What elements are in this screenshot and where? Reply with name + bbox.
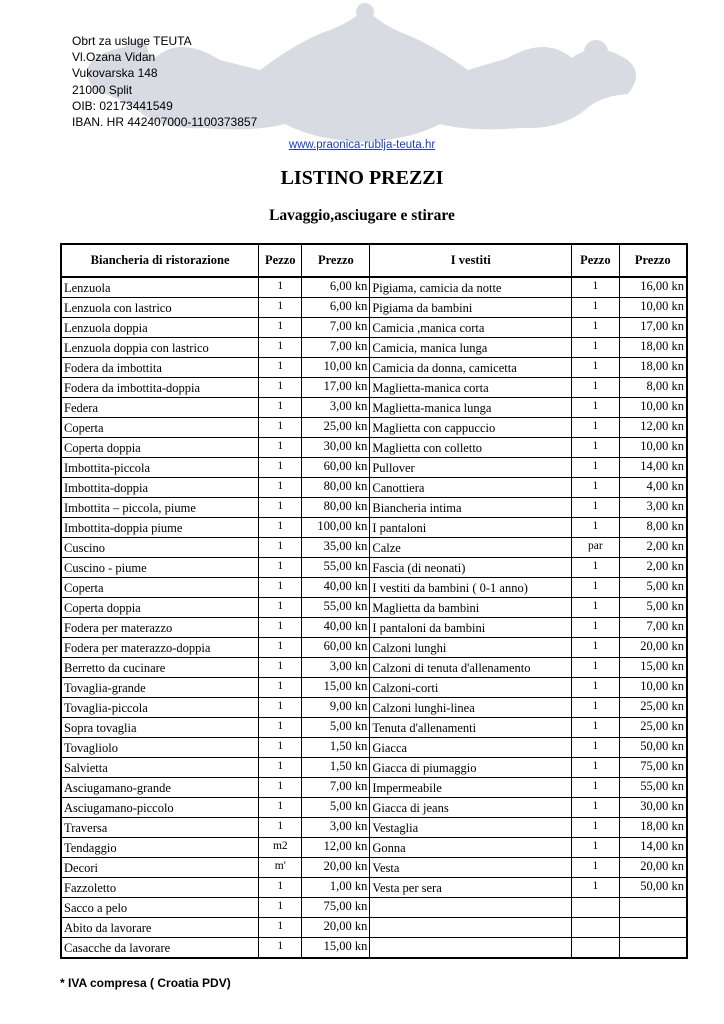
linen-item-qty: 1 <box>259 678 302 698</box>
clothing-item-price: 8,00 kn <box>619 518 687 538</box>
clothing-item-price: 55,00 kn <box>619 778 687 798</box>
linen-item-qty: 1 <box>259 718 302 738</box>
clothing-item-name: Calze <box>370 538 572 558</box>
table-row <box>61 758 687 778</box>
clothing-item-name: Pigiama da bambini <box>370 298 572 318</box>
clothing-item-qty: 1 <box>572 277 619 298</box>
table-row <box>61 778 687 798</box>
clothing-item-qty: 1 <box>572 578 619 598</box>
linen-item-price: 7,00 kn <box>302 338 370 358</box>
clothing-item-price: 10,00 kn <box>619 678 687 698</box>
clothing-item-name: Pullover <box>370 458 572 478</box>
clothing-item-price <box>619 918 687 938</box>
linen-item-price: 30,00 kn <box>302 438 370 458</box>
clothing-item-price: 7,00 kn <box>619 618 687 638</box>
oib-number: OIB: 02173441549 <box>72 98 173 113</box>
table-row <box>61 838 687 858</box>
clothing-item-price: 2,00 kn <box>619 538 687 558</box>
clothing-item-name: Vesta per sera <box>370 878 572 898</box>
clothing-item-qty <box>572 918 619 938</box>
linen-item-name: Tovagliolo <box>61 738 259 758</box>
clothing-item-name: Fascia (di neonati) <box>370 558 572 578</box>
clothing-item-qty: 1 <box>572 458 619 478</box>
clothing-item-name: Biancheria intima <box>370 498 572 518</box>
clothing-item-qty: 1 <box>572 378 619 398</box>
clothing-item-qty: 1 <box>572 398 619 418</box>
clothing-item-name <box>370 918 572 938</box>
linen-item-qty: 1 <box>259 798 302 818</box>
clothing-item-price: 15,00 kn <box>619 658 687 678</box>
linen-item-name: Tendaggio <box>61 838 259 858</box>
clothing-item-price: 12,00 kn <box>619 418 687 438</box>
table-row <box>61 878 687 898</box>
linen-item-qty: 1 <box>259 898 302 918</box>
linen-item-qty: 1 <box>259 598 302 618</box>
linen-item-qty: 1 <box>259 358 302 378</box>
linen-item-price: 80,00 kn <box>302 478 370 498</box>
company-header <box>72 33 257 130</box>
linen-item-name: Lenzuola con lastrico <box>61 298 259 318</box>
table-row <box>61 518 687 538</box>
table-row <box>61 478 687 498</box>
linen-item-qty: 1 <box>259 318 302 338</box>
linen-item-price: 7,00 kn <box>302 778 370 798</box>
table-row <box>61 358 687 378</box>
linen-item-name: Traversa <box>61 818 259 838</box>
clothing-item-name <box>370 938 572 959</box>
clothing-item-name: Calzoni di tenuta d'allenamento <box>370 658 572 678</box>
linen-item-qty: 1 <box>259 338 302 358</box>
clothing-item-qty: 1 <box>572 338 619 358</box>
linen-item-name: Coperta <box>61 578 259 598</box>
clothing-item-qty: 1 <box>572 678 619 698</box>
linen-item-name: Fodera da imbottita <box>61 358 259 378</box>
clothing-item-name: Gonna <box>370 838 572 858</box>
clothing-item-qty: 1 <box>572 658 619 678</box>
clothing-item-qty: 1 <box>572 718 619 738</box>
clothing-item-price: 75,00 kn <box>619 758 687 778</box>
clothing-item-price: 30,00 kn <box>619 798 687 818</box>
clothing-item-name: Camicia da donna, camicetta <box>370 358 572 378</box>
linen-item-qty: 1 <box>259 458 302 478</box>
linen-item-price: 3,00 kn <box>302 818 370 838</box>
owner-name: Vl.Ozana Vidan <box>72 50 156 65</box>
clothing-item-name: Calzoni-corti <box>370 678 572 698</box>
table-row <box>61 798 687 818</box>
clothing-item-name: Maglietta-manica corta <box>370 378 572 398</box>
linen-item-name: Tovaglia-piccola <box>61 698 259 718</box>
linen-item-price: 25,00 kn <box>302 418 370 438</box>
clothing-item-price: 17,00 kn <box>619 318 687 338</box>
linen-item-name: Federa <box>61 398 259 418</box>
clothing-item-price: 4,00 kn <box>619 478 687 498</box>
header-clothes-category: I vestiti <box>370 244 572 277</box>
clothing-item-qty: 1 <box>572 598 619 618</box>
clothing-item-qty: 1 <box>572 758 619 778</box>
clothing-item-name <box>370 898 572 918</box>
postal-city: 21000 Split <box>72 82 133 97</box>
linen-item-qty: m2 <box>259 838 302 858</box>
clothing-item-qty: 1 <box>572 878 619 898</box>
linen-item-qty: 1 <box>259 618 302 638</box>
table-row <box>61 718 687 738</box>
linen-item-qty: 1 <box>259 558 302 578</box>
header-linen-price: Prezzo <box>302 244 370 277</box>
linen-item-price: 1,50 kn <box>302 738 370 758</box>
linen-item-qty: 1 <box>259 378 302 398</box>
clothing-item-name: Camicia ,manica corta <box>370 318 572 338</box>
clothing-item-price: 2,00 kn <box>619 558 687 578</box>
linen-item-qty: 1 <box>259 698 302 718</box>
linen-item-price: 5,00 kn <box>302 718 370 738</box>
clothing-item-price: 10,00 kn <box>619 298 687 318</box>
clothing-item-price: 5,00 kn <box>619 598 687 618</box>
linen-item-qty: 1 <box>259 277 302 298</box>
clothing-item-price: 8,00 kn <box>619 378 687 398</box>
linen-item-qty: 1 <box>259 638 302 658</box>
table-row <box>61 818 687 838</box>
table-row <box>61 898 687 918</box>
clothing-item-qty: par <box>572 538 619 558</box>
table-row <box>61 918 687 938</box>
table-row <box>61 938 687 959</box>
linen-item-qty: 1 <box>259 538 302 558</box>
clothing-item-price: 50,00 kn <box>619 738 687 758</box>
clothing-item-name: Maglietta-manica lunga <box>370 398 572 418</box>
clothing-item-price: 25,00 kn <box>619 698 687 718</box>
clothing-item-qty: 1 <box>572 838 619 858</box>
table-row <box>61 658 687 678</box>
table-row <box>61 318 687 338</box>
page-subtitle: Lavaggio,asciugare e stirare <box>269 207 455 224</box>
linen-item-price: 20,00 kn <box>302 858 370 878</box>
header-clothes-qty: Pezzo <box>572 244 619 277</box>
linen-item-price: 5,00 kn <box>302 798 370 818</box>
linen-item-name: Casacche da lavorare <box>61 938 259 959</box>
table-row <box>61 538 687 558</box>
linen-item-name: Fodera per materazzo <box>61 618 259 638</box>
clothing-item-name: Impermeabile <box>370 778 572 798</box>
linen-item-price: 1,50 kn <box>302 758 370 778</box>
linen-item-name: Imbottita-doppia <box>61 478 259 498</box>
table-row <box>61 378 687 398</box>
linen-item-name: Sacco a pelo <box>61 898 259 918</box>
clothing-item-price: 25,00 kn <box>619 718 687 738</box>
clothing-item-price: 18,00 kn <box>619 338 687 358</box>
linen-item-qty: 1 <box>259 298 302 318</box>
clothing-item-price: 18,00 kn <box>619 818 687 838</box>
linen-item-name: Asciugamano-grande <box>61 778 259 798</box>
linen-item-qty: 1 <box>259 398 302 418</box>
clothing-item-name: Maglietta con cappuccio <box>370 418 572 438</box>
linen-item-qty: 1 <box>259 478 302 498</box>
linen-item-name: Tovaglia-grande <box>61 678 259 698</box>
linen-item-name: Berretto da cucinare <box>61 658 259 678</box>
header-clothes-price: Prezzo <box>619 244 687 277</box>
linen-item-qty: 1 <box>259 658 302 678</box>
linen-item-price: 55,00 kn <box>302 558 370 578</box>
clothing-item-name: Maglietta da bambini <box>370 598 572 618</box>
linen-item-name: Imbottita-piccola <box>61 458 259 478</box>
linen-item-name: Lenzuola doppia con lastrico <box>61 338 259 358</box>
clothing-item-qty: 1 <box>572 358 619 378</box>
clothing-item-name: Vestaglia <box>370 818 572 838</box>
iban-number: IBAN. HR 442407000-1100373857 <box>72 115 258 130</box>
header-linen-qty: Pezzo <box>259 244 302 277</box>
linen-item-name: Coperta <box>61 418 259 438</box>
clothing-item-qty <box>572 898 619 918</box>
linen-item-price: 10,00 kn <box>302 358 370 378</box>
clothing-item-name: I pantaloni <box>370 518 572 538</box>
linen-item-price: 9,00 kn <box>302 698 370 718</box>
linen-item-name: Imbottita-doppia piume <box>61 518 259 538</box>
company-name: Obrt za usluge TEUTA <box>72 34 192 48</box>
clothing-item-name: I pantaloni da bambini <box>370 618 572 638</box>
linen-item-price: 6,00 kn <box>302 298 370 318</box>
linen-item-qty: 1 <box>259 778 302 798</box>
clothing-item-qty: 1 <box>572 558 619 578</box>
clothing-item-qty: 1 <box>572 498 619 518</box>
table-row <box>61 398 687 418</box>
price-table <box>60 243 688 959</box>
clothing-item-price: 16,00 kn <box>619 277 687 298</box>
linen-item-qty: 1 <box>259 418 302 438</box>
clothing-item-price: 5,00 kn <box>619 578 687 598</box>
table-row <box>61 418 687 438</box>
table-row <box>61 678 687 698</box>
clothing-item-price: 10,00 kn <box>619 438 687 458</box>
linen-item-price: 6,00 kn <box>302 277 370 298</box>
linen-item-name: Cuscino - piume <box>61 558 259 578</box>
linen-item-name: Lenzuola doppia <box>61 318 259 338</box>
table-row <box>61 618 687 638</box>
clothing-item-qty: 1 <box>572 318 619 338</box>
clothing-item-price: 14,00 kn <box>619 838 687 858</box>
linen-item-name: Fazzoletto <box>61 878 259 898</box>
linen-item-price: 60,00 kn <box>302 638 370 658</box>
table-row <box>61 738 687 758</box>
linen-item-name: Fodera per materazzo-doppia <box>61 638 259 658</box>
linen-item-name: Lenzuola <box>61 277 259 298</box>
linen-item-price: 20,00 kn <box>302 918 370 938</box>
header-linen-category: Biancheria di ristorazione <box>61 244 259 277</box>
clothing-item-price: 20,00 kn <box>619 638 687 658</box>
linen-item-price: 3,00 kn <box>302 398 370 418</box>
clothing-item-qty: 1 <box>572 298 619 318</box>
linen-item-price: 12,00 kn <box>302 838 370 858</box>
clothing-item-name: I vestiti da bambini ( 0-1 anno) <box>370 578 572 598</box>
price-table-body <box>61 277 687 958</box>
linen-item-price: 35,00 kn <box>302 538 370 558</box>
clothing-item-name: Giacca di jeans <box>370 798 572 818</box>
linen-item-price: 15,00 kn <box>302 678 370 698</box>
table-row <box>61 598 687 618</box>
table-row <box>61 458 687 478</box>
linen-item-price: 40,00 kn <box>302 618 370 638</box>
linen-item-qty: 1 <box>259 498 302 518</box>
clothing-item-qty: 1 <box>572 438 619 458</box>
clothing-item-qty: 1 <box>572 418 619 438</box>
clothing-item-name: Giacca <box>370 738 572 758</box>
clothing-item-name: Calzoni lunghi <box>370 638 572 658</box>
linen-item-price: 75,00 kn <box>302 898 370 918</box>
table-row <box>61 578 687 598</box>
clothing-item-price: 3,00 kn <box>619 498 687 518</box>
linen-item-price: 40,00 kn <box>302 578 370 598</box>
table-row <box>61 498 687 518</box>
clothing-item-qty: 1 <box>572 778 619 798</box>
clothing-item-name: Vesta <box>370 858 572 878</box>
table-row <box>61 858 687 878</box>
linen-item-price: 55,00 kn <box>302 598 370 618</box>
clothing-item-name: Maglietta con colletto <box>370 438 572 458</box>
street-address: Vukovarska 148 <box>72 66 158 81</box>
clothing-item-qty: 1 <box>572 818 619 838</box>
linen-item-qty: 1 <box>259 918 302 938</box>
linen-item-name: Sopra tovaglia <box>61 718 259 738</box>
clothing-item-qty: 1 <box>572 618 619 638</box>
linen-item-name: Abito da lavorare <box>61 918 259 938</box>
linen-item-price: 17,00 kn <box>302 378 370 398</box>
clothing-item-name: Giacca di piumaggio <box>370 758 572 778</box>
clothing-item-price <box>619 938 687 959</box>
linen-item-name: Fodera da imbottita-doppia <box>61 378 259 398</box>
clothing-item-price: 20,00 kn <box>619 858 687 878</box>
linen-item-name: Coperta doppia <box>61 438 259 458</box>
table-row <box>61 558 687 578</box>
table-row <box>61 438 687 458</box>
linen-item-qty: 1 <box>259 438 302 458</box>
linen-item-price: 7,00 kn <box>302 318 370 338</box>
linen-item-qty: 1 <box>259 758 302 778</box>
linen-item-price: 100,00 kn <box>302 518 370 538</box>
clothing-item-name: Pigiama, camicia da notte <box>370 277 572 298</box>
clothing-item-qty: 1 <box>572 478 619 498</box>
clothing-item-qty: 1 <box>572 738 619 758</box>
clothing-item-name: Camicia, manica lunga <box>370 338 572 358</box>
linen-item-name: Coperta doppia <box>61 598 259 618</box>
linen-item-qty: 1 <box>259 518 302 538</box>
table-row <box>61 338 687 358</box>
clothing-item-qty: 1 <box>572 638 619 658</box>
linen-item-price: 1,00 kn <box>302 878 370 898</box>
linen-item-price: 3,00 kn <box>302 658 370 678</box>
linen-item-price: 15,00 kn <box>302 938 370 959</box>
linen-item-name: Imbottita – piccola, piume <box>61 498 259 518</box>
clothing-item-qty: 1 <box>572 858 619 878</box>
linen-item-qty: 1 <box>259 938 302 959</box>
table-row <box>61 638 687 658</box>
vat-note: * IVA compresa ( Croatia PDV) <box>60 976 231 990</box>
clothing-item-price: 18,00 kn <box>619 358 687 378</box>
linen-item-qty: 1 <box>259 818 302 838</box>
clothing-item-name: Canottiera <box>370 478 572 498</box>
clothing-item-price <box>619 898 687 918</box>
website-line <box>0 139 724 151</box>
linen-item-name: Decori <box>61 858 259 878</box>
table-row <box>61 298 687 318</box>
linen-item-price: 60,00 kn <box>302 458 370 478</box>
linen-item-qty: 1 <box>259 738 302 758</box>
linen-item-qty: m' <box>259 858 302 878</box>
clothing-item-name: Tenuta d'allenamenti <box>370 718 572 738</box>
table-row <box>61 277 687 298</box>
linen-item-name: Cuscino <box>61 538 259 558</box>
clothing-item-price: 10,00 kn <box>619 398 687 418</box>
linen-item-name: Asciugamano-piccolo <box>61 798 259 818</box>
linen-item-qty: 1 <box>259 578 302 598</box>
table-row <box>61 698 687 718</box>
clothing-item-qty <box>572 938 619 959</box>
clothing-item-price: 50,00 kn <box>619 878 687 898</box>
page-title: LISTINO PREZZI <box>280 167 444 189</box>
clothing-item-qty: 1 <box>572 698 619 718</box>
linen-item-price: 80,00 kn <box>302 498 370 518</box>
linen-item-qty: 1 <box>259 878 302 898</box>
clothing-item-qty: 1 <box>572 798 619 818</box>
linen-item-name: Salvietta <box>61 758 259 778</box>
clothing-item-qty: 1 <box>572 518 619 538</box>
clothing-item-price: 14,00 kn <box>619 458 687 478</box>
clothing-item-name: Calzoni lunghi-linea <box>370 698 572 718</box>
website-link[interactable]: www.praonica-rublja-teuta.hr <box>288 139 436 151</box>
table-header-row <box>61 244 687 277</box>
